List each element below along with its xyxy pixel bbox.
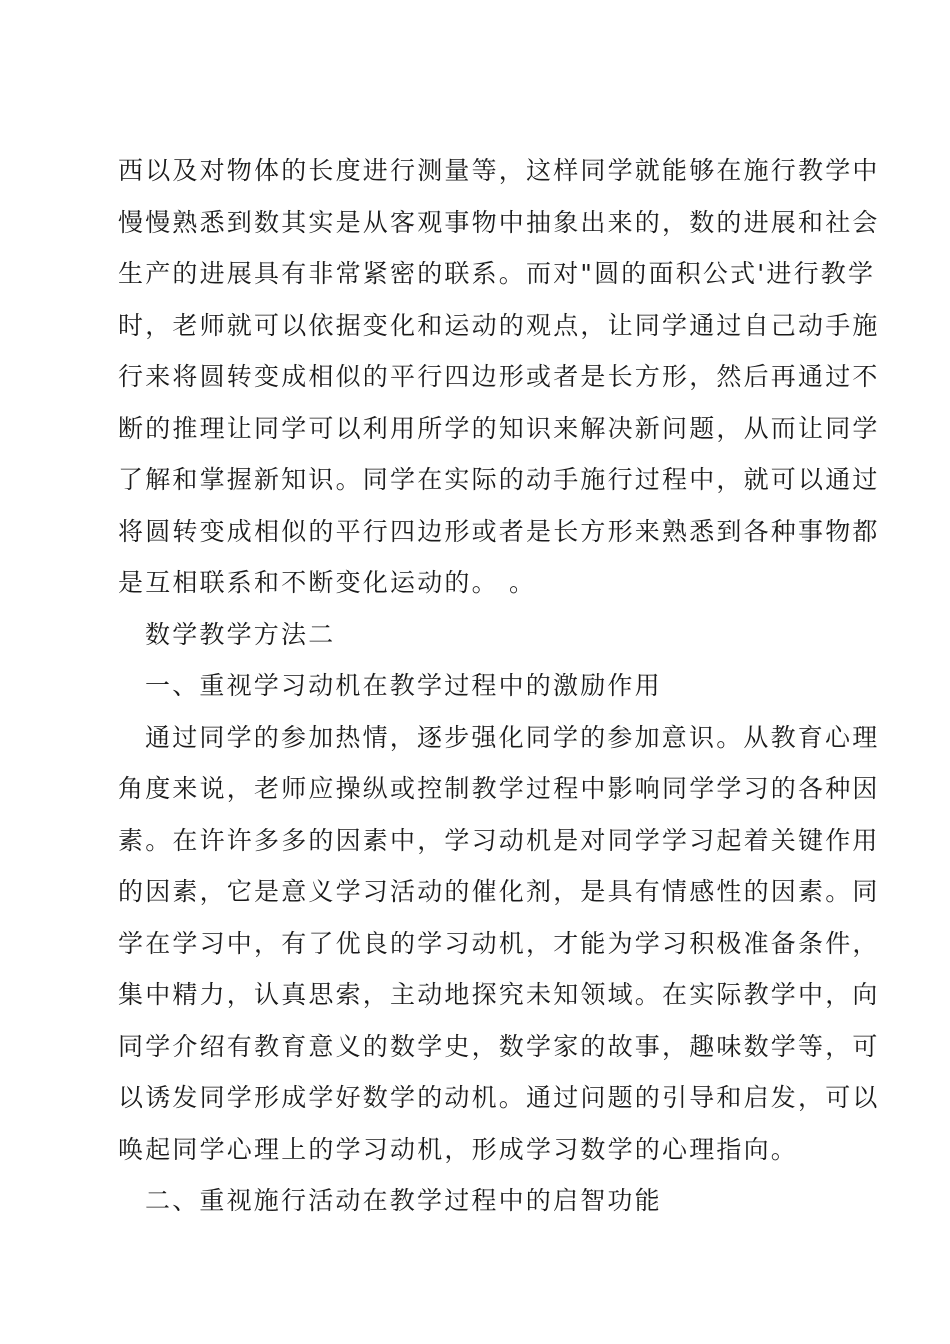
text-line: 生产的进展具有非常紧密的联系。而对"圆的面积公式'进行教学 xyxy=(118,259,876,288)
subsection-heading: 一、重视学习动机在教学过程中的激励作用 xyxy=(145,671,662,700)
text-line: 了解和掌握新知识。同学在实际的动手施行过程中，就可以通过 xyxy=(118,465,880,494)
text-line: 学在学习中，有了优良的学习动机，才能为学习积极准备条件， xyxy=(118,928,880,958)
text-line: 集中精力，认真思索，主动地探究未知领域。在实际教学中，向 xyxy=(118,980,880,1009)
text-line: 素。在许许多多的因素中，学习动机是对同学学习起着关键作用 xyxy=(118,825,880,855)
text-line: 将圆转变成相似的平行四边形或者是长方形来熟悉到各种事物都 xyxy=(118,516,880,546)
text-line: 慢慢熟悉到数其实是从客观事物中抽象出来的，数的进展和社会 xyxy=(118,207,880,237)
text-line: 的因素，它是意义学习活动的催化剂，是具有情感性的因素。同 xyxy=(118,877,880,906)
text-line: 是互相联系和不断变化运动的。 。 xyxy=(118,568,537,597)
paragraph-first-line: 通过同学的参加热情，逐步强化同学的参加意识。从教育心理 xyxy=(145,722,880,752)
document-body xyxy=(118,145,880,1227)
text-line: 西以及对物体的长度进行测量等，这样同学就能够在施行教学中 xyxy=(118,156,880,185)
text-line: 同学介绍有教育意义的数学史，数学家的故事，趣味数学等，可 xyxy=(118,1031,880,1061)
text-line: 行来将圆转变成相似的平行四边形或者是长方形，然后再通过不 xyxy=(118,362,880,391)
subsection-heading: 二、重视施行活动在教学过程中的启智功能 xyxy=(145,1186,662,1215)
text-line: 唤起同学心理上的学习动机，形成学习数学的心理指向。 xyxy=(118,1134,799,1164)
text-line: 以诱发同学形成学好数学的动机。通过问题的引导和启发，可以 xyxy=(118,1083,880,1112)
text-line: 时，老师就可以依据变化和运动的观点，让同学通过自己动手施 xyxy=(118,310,880,340)
text-line: 断的推理让同学可以利用所学的知识来解决新问题，从而让同学 xyxy=(118,413,880,443)
text-line: 角度来说，老师应操纵或控制教学过程中影响同学学习的各种因 xyxy=(118,774,880,803)
section-heading: 数学教学方法二 xyxy=(145,619,336,649)
